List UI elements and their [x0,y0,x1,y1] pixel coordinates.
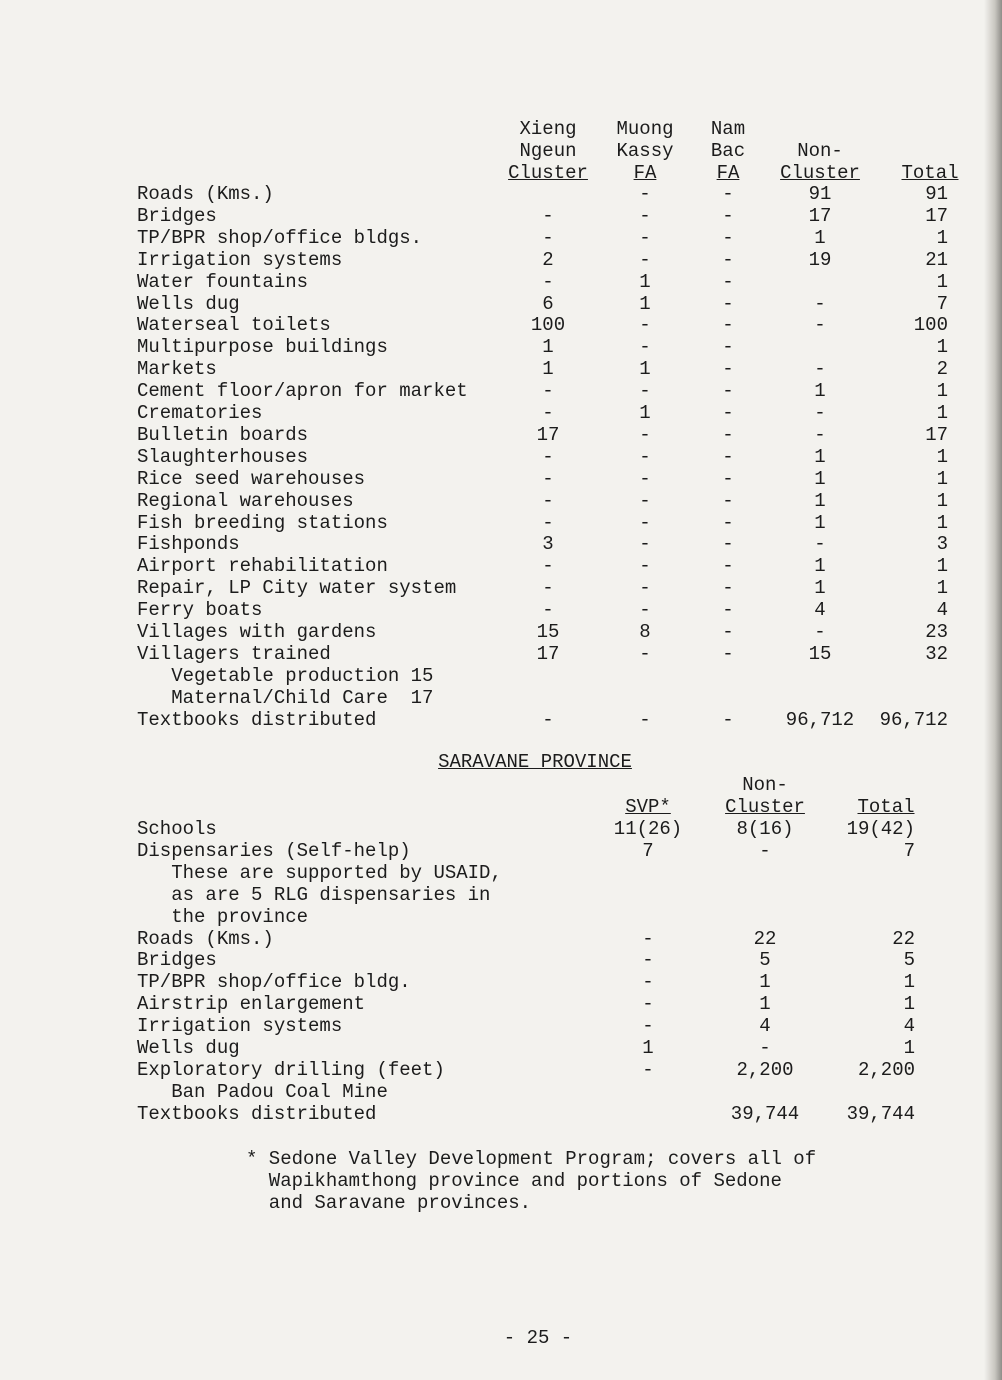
table-cell: 4 [936,599,948,622]
column-header: Non- [797,140,843,162]
table-cell: 17 [536,642,560,665]
row-label: Repair, LP City water system [137,577,457,600]
table-cell: 1 [642,1037,654,1059]
footnote: Wapikhamthong province and portions of Sedone [246,1170,782,1192]
table-cell: - [639,226,651,249]
table-cell: - [722,270,734,293]
row-label: Textbooks distributed [137,1102,377,1125]
table-cell: 22 [892,927,915,950]
table-cell: - [722,292,734,315]
row-label: the province [137,905,309,928]
table-cell: - [814,621,826,643]
table-cell: - [642,927,654,950]
column-header: Xieng [519,118,577,140]
table-cell: 1 [903,1037,915,1059]
table-cell: - [814,292,826,315]
row-label: Bridges [137,204,217,227]
row-label: TP/BPR shop/office bldg. [137,971,411,994]
footnote: * Sedone Valley Development Program; covers all of [246,1148,817,1170]
table-cell: - [722,621,734,643]
row-label: Ban Padou Coal Mine [137,1080,388,1103]
row-label: Villagers trained [137,642,331,665]
table-cell: 100 [913,314,948,337]
table-cell: - [814,423,826,446]
column-header: Nam [710,118,746,140]
column-header: SVP* [625,796,671,818]
table-cell: 1 [936,270,948,293]
table-cell: 91 [808,183,832,205]
row-label: Bulletin boards [137,423,309,446]
table-cell: - [542,599,554,622]
table-cell: 1 [542,358,554,381]
table-cell: - [722,467,734,490]
table-cell: 17 [536,423,560,446]
table-cell: - [759,1037,771,1059]
table-cell: - [814,402,826,424]
table-cell: - [542,270,554,293]
row-label: Slaughterhouses [137,445,309,468]
table-cell: 1 [639,402,651,424]
table-cell: - [542,577,554,600]
row-label: Rice seed warehouses [137,467,366,490]
table-cell: - [722,358,734,381]
row-label: Waterseal toilets [137,314,331,337]
table-cell: - [814,358,826,381]
row-label: Airport rehabilitation [137,555,388,578]
table-cell: 39,744 [730,1102,800,1125]
table-cell: - [814,533,826,556]
table-cell: 91 [925,183,948,205]
table-cell: 1 [936,402,948,424]
table-cell: - [542,445,554,468]
column-header: FA [716,162,740,184]
table-cell: - [542,204,554,227]
table-cell: 1 [903,993,915,1016]
table-cell: 22 [753,927,777,950]
table-cell: 1 [903,971,915,994]
table-cell: - [722,511,734,534]
column-header: Kassy [616,140,674,162]
table-cell: 5 [903,949,915,972]
table-cell: 32 [925,642,948,665]
table-cell: 21 [925,248,948,271]
column-header: Muong [616,118,674,140]
table-cell: - [722,380,734,403]
row-label: Cement floor/apron for market [137,380,468,403]
row-label: Maternal/Child Care 17 [137,686,434,709]
page-edge-shadow [984,0,1002,1380]
row-label: Vegetable production 15 [137,664,434,687]
table-cell: 1 [814,577,826,600]
table-cell: 1 [936,467,948,490]
table-cell: - [722,314,734,337]
table-cell: 1 [936,226,948,249]
table-cell: - [639,555,651,578]
table-cell: - [542,708,554,731]
table-cell: 39,744 [846,1102,915,1125]
table-cell: - [542,402,554,424]
table-cell: 1 [759,993,771,1016]
table-cell: - [722,489,734,512]
column-header: FA [633,162,657,184]
table-cell: - [542,511,554,534]
table-cell: 1 [936,445,948,468]
table-cell: - [722,402,734,424]
table-cell: - [722,226,734,249]
table-cell: 4 [814,599,826,622]
row-label: Dispensaries (Self-help) [137,839,411,862]
table-cell: - [639,183,651,205]
table-cell: - [639,423,651,446]
table-cell: 15 [536,621,560,643]
table-cell: 2 [936,358,948,381]
table-cell: 1 [814,380,826,403]
table-cell: - [722,533,734,556]
table-cell: - [639,599,651,622]
table-cell: - [639,467,651,490]
row-label: Airstrip enlargement [137,993,366,1016]
row-label: as are 5 RLG dispensaries in [137,883,491,906]
table-cell: - [639,642,651,665]
table-cell: 3 [542,533,554,556]
table-cell: - [722,445,734,468]
table-cell: 1 [814,555,826,578]
row-label: These are supported by USAID, [137,861,502,884]
table-cell: - [639,314,651,337]
row-label: Ferry boats [137,599,263,622]
table-cell: 19(42) [846,818,915,840]
row-label: Multipurpose buildings [137,336,388,359]
table-cell: 23 [925,621,948,643]
table-cell: 96,712 [879,708,948,731]
table-cell: - [642,1015,654,1038]
table-cell: 11(26) [613,818,683,840]
page-number: - 25 - [503,1327,573,1349]
table-cell: 1 [759,971,771,994]
table-cell: 6 [542,292,554,315]
table-cell: 100 [530,314,566,337]
footnote: and Saravane provinces. [246,1192,532,1214]
table-cell: 1 [814,511,826,534]
column-header: Ngeun [519,140,577,162]
row-label: Irrigation systems [137,1015,343,1038]
table-cell: - [542,555,554,578]
table-cell: 2,200 [857,1058,915,1081]
row-label: Exploratory drilling (feet) [137,1058,445,1081]
table-cell: - [639,336,651,359]
table-cell: 8(16) [736,818,794,840]
table-cell: 8 [639,621,651,643]
row-label: Textbooks distributed [137,708,377,731]
table-cell: - [642,971,654,994]
table-cell: 2,200 [736,1058,794,1081]
row-label: Regional warehouses [137,489,354,512]
table-cell: 5 [759,949,771,972]
table-cell: 17 [808,204,832,227]
table-cell: 1 [814,467,826,490]
table-cell: 1 [639,358,651,381]
table-cell: - [639,204,651,227]
table-cell: - [639,533,651,556]
row-label: TP/BPR shop/office bldgs. [137,226,423,249]
table-cell: 4 [759,1015,771,1038]
table-cell: 1 [936,380,948,403]
table-cell: - [639,380,651,403]
table-cell: 1 [936,555,948,578]
table-cell: 19 [808,248,832,271]
table-cell: 1 [936,489,948,512]
column-header: Total [857,796,915,818]
table-cell: - [722,336,734,359]
table-cell: 17 [925,423,948,446]
table-cell: - [722,248,734,271]
row-label: Bridges [137,949,217,972]
table-cell: 1 [639,292,651,315]
table-cell: 1 [814,226,826,249]
table-cell: 1 [814,489,826,512]
table-cell: 1 [936,336,948,359]
row-label: Fish breeding stations [137,511,388,534]
row-label: Schools [137,818,217,840]
table-cell: - [722,204,734,227]
row-label: Irrigation systems [137,248,343,271]
table-cell: - [722,599,734,622]
column-header: Cluster [780,162,860,184]
table-cell: - [639,577,651,600]
table-cell: - [722,577,734,600]
table-cell: 17 [925,204,948,227]
section-title: SARAVANE PROVINCE [438,751,632,773]
table-cell: - [759,839,771,862]
table-cell: 15 [808,642,832,665]
column-header: Bac [710,140,746,162]
row-label: Fishponds [137,533,240,556]
column-header: Cluster [508,162,588,184]
table-cell: - [722,183,734,205]
table-cell: - [642,1058,654,1081]
table-cell: 1 [639,270,651,293]
table-cell: 1 [542,336,554,359]
table-cell: - [542,489,554,512]
table-cell: - [639,489,651,512]
table-cell: - [722,708,734,731]
table-cell: 7 [903,839,915,862]
table-cell: - [639,445,651,468]
table-cell: - [722,642,734,665]
table-cell: 1 [936,511,948,534]
row-label: Crematories [137,402,263,424]
table-cell: - [722,423,734,446]
column-header: Total [901,162,959,184]
table-cell: - [642,993,654,1016]
row-label: Wells dug [137,292,240,315]
row-label: Wells dug [137,1037,240,1059]
row-label: Water fountains [137,270,309,293]
table-cell: - [642,949,654,972]
table-cell: 7 [936,292,948,315]
table-cell: 7 [642,839,654,862]
row-label: Roads (Kms.) [137,927,274,950]
table-cell: - [542,380,554,403]
table-cell: - [639,248,651,271]
table-cell: - [722,555,734,578]
column-header: Cluster [725,796,805,818]
table-cell: 96,712 [785,708,855,731]
table-cell: - [814,314,826,337]
table-cell: 1 [814,445,826,468]
table-cell: 2 [542,248,554,271]
column-header: Non- [742,774,788,796]
row-label: Roads (Kms.) [137,183,274,205]
table-cell: 4 [903,1015,915,1038]
row-label: Markets [137,358,217,381]
table-cell: - [639,511,651,534]
row-label: Villages with gardens [137,621,377,643]
table-cell: - [639,708,651,731]
table-cell: - [542,226,554,249]
table-cell: 1 [936,577,948,600]
table-cell: - [542,467,554,490]
table-cell: 3 [936,533,948,556]
